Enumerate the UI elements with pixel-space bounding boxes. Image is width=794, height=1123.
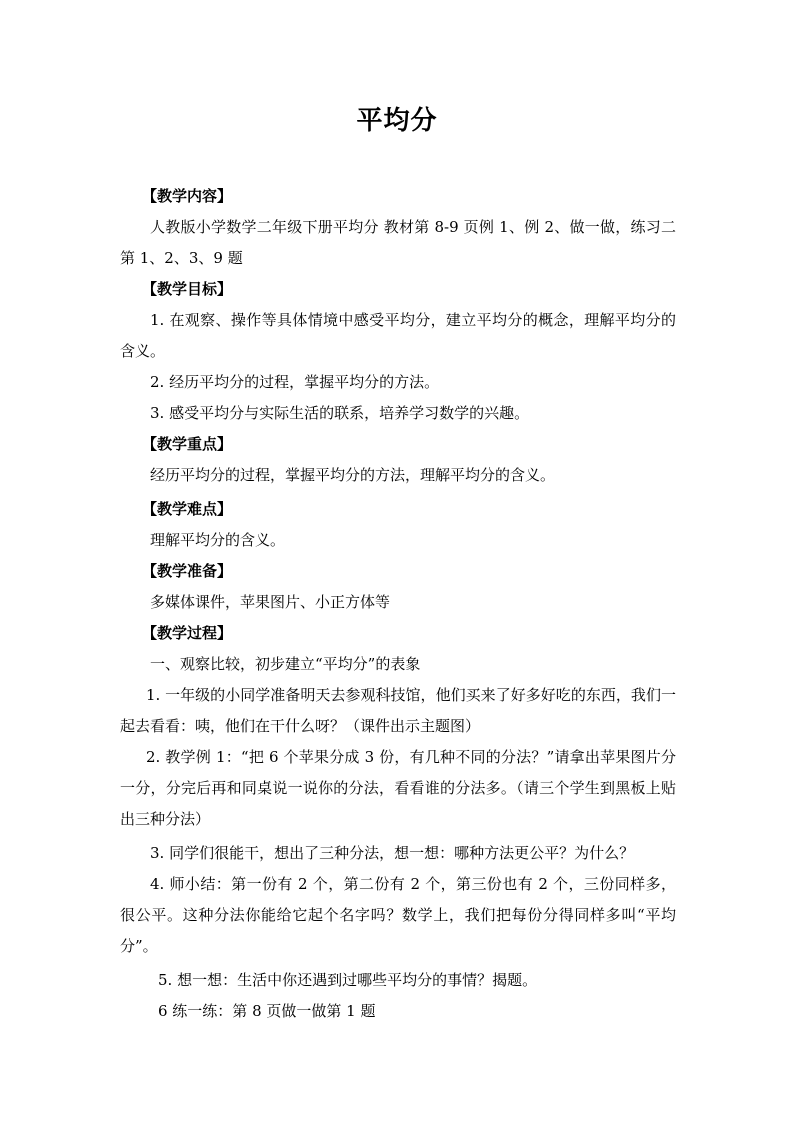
section-heading-goals: 【教学目标】 [142,280,233,298]
section-heading-prep: 【教学准备】 [142,562,233,580]
process-intro: 一、观察比较，初步建立“平均分”的表象 [150,655,421,673]
process-step-3: 3. 同学们很能干，想出了三种分法，想一想：哪种方法更公平？为什么？ [150,844,635,862]
process-step-5: 5. 想一想：生活中你还遇到过哪些平均分的事情？揭题。 [158,971,538,989]
prep-text: 多媒体课件，苹果图片、小正方体等 [150,593,391,611]
section-heading-difficulty: 【教学难点】 [142,500,233,518]
process-step-4: 4. 师小结：第一份有 2 个，第二份有 2 个，第三份也有 2 个，三份同样多，很公平。这种分法你能给它起个名字吗？数学上，我们把每份分得同样多叫“平均分”。 [120,875,676,955]
goal-item-3: 3. 感受平均分与实际生活的联系，培养学习数学的兴趣。 [150,404,530,422]
document-title: 平均分 [356,106,438,136]
section-heading-key: 【教学重点】 [142,435,233,453]
process-step-1: 1. 一年级的小同学准备明天去参观科技馆，他们买来了好多好吃的东西，我们一起去看看：咦，他们在干什么呀？（课件出示主题图） [120,686,676,735]
section-heading-process: 【教学过程】 [142,624,233,642]
difficulty-text: 理解平均分的含义。 [150,531,286,549]
key-text: 经历平均分的过程，掌握平均分的方法，理解平均分的含义。 [150,466,556,484]
section-heading-content: 【教学内容】 [142,187,233,205]
goal-item-2: 2. 经历平均分的过程，掌握平均分的方法。 [150,373,440,391]
goal-item-1: 1. 在观察、操作等具体情境中感受平均分，建立平均分的概念，理解平均分的含义。 [120,311,676,360]
process-step-6: 6 练一练：第 8 页做一做第 1 题 [158,1002,376,1020]
document-body [120,181,676,1027]
content-text: 人教版小学数学二年级下册平均分 教材第 8-9 页例 1、例 2、做一做，练习二第 1、2、3、9 题 [120,218,676,267]
process-step-2: 2. 教学例 1：“把 6 个苹果分成 3 份，有几种不同的分法？”请拿出苹果图片分一分，分完后再和同桌说一说你的分法，看看谁的分法多。（请三个学生到黑板上贴出三种分法） [120,748,676,828]
